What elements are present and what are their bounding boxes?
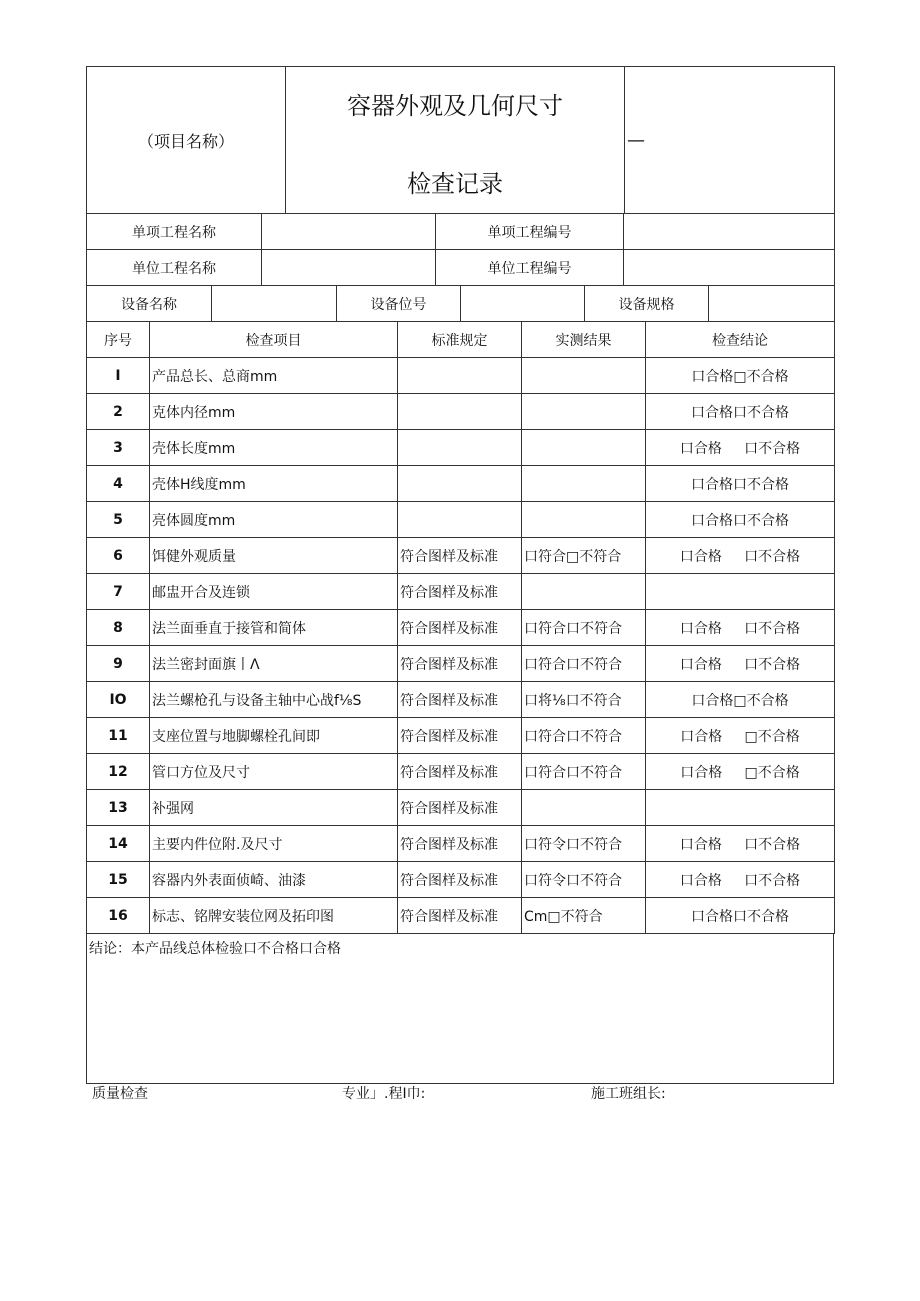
table-row [87,790,835,826]
row-seq: 3 [87,430,150,466]
table-row [87,466,835,502]
row-seq: 9 [87,646,150,682]
row-conclusion[interactable]: 口合格口不合格 [646,502,835,538]
row-conclusion[interactable]: 口合格 口不合格 [646,538,835,574]
table-row [87,862,835,898]
row-item: 容器内外表面侦崎、油漆 [150,862,398,898]
header-right-mark: — [625,67,835,214]
table-row [87,538,835,574]
col-item: 检查项目 [150,322,398,358]
row-conclusion[interactable]: 口合格 口不合格 [646,826,835,862]
table-row [87,898,835,934]
row-conclusion[interactable] [646,790,835,826]
row-seq: 4 [87,466,150,502]
row-standard: 符合图样及标准 [398,862,522,898]
row-item: 饵健外观质量 [150,538,398,574]
row-item: 法兰密封面旗丨Λ [150,646,398,682]
row-seq: 16 [87,898,150,934]
row-result[interactable]: 口符合□不符合 [522,538,646,574]
equipment-position-value[interactable] [461,286,585,322]
row-seq: 15 [87,862,150,898]
project-name: （项目名称） [87,67,286,214]
row-conclusion[interactable]: 口合格 口不合格 [646,610,835,646]
equipment-table [86,285,835,322]
project-info-table [86,213,835,286]
row-standard [398,502,522,538]
row-result[interactable]: 口符合口不符合 [522,610,646,646]
row-item: 邮盅开合及连锁 [150,574,398,610]
row-standard: 符合图样及标准 [398,790,522,826]
row-result[interactable]: 口符合口不符合 [522,754,646,790]
row-item: 管口方位及尺寸 [150,754,398,790]
row-standard [398,466,522,502]
row-standard [398,358,522,394]
equipment-name-label: 设备名称 [87,286,212,322]
row-result[interactable] [522,574,646,610]
row-item: 补强网 [150,790,398,826]
row-item: 法兰螺枪孔与设备主轴中心战f⅛S [150,682,398,718]
row-seq: IO [87,682,150,718]
table-header-row [87,322,835,358]
row-item: 亮体圆度mm [150,502,398,538]
table-row [87,718,835,754]
table-row [87,610,835,646]
equipment-name-value[interactable] [212,286,337,322]
row-item: 标志、铭牌安装位网及拓印图 [150,898,398,934]
col-conclusion: 检查结论 [646,322,835,358]
sub-project-no-value[interactable] [624,250,835,286]
row-conclusion[interactable]: 口合格 口不合格 [646,430,835,466]
row-standard: 符合图样及标准 [398,754,522,790]
table-row [87,430,835,466]
inspection-rows [87,358,835,934]
col-standard: 标准规定 [398,322,522,358]
row-standard [398,430,522,466]
engineer-label: 专业」.程I巾: [342,1086,426,1102]
sub-project-name-label: 单位工程名称 [87,250,262,286]
unit-project-name-value[interactable] [262,214,436,250]
row-seq: 5 [87,502,150,538]
row-seq: 6 [87,538,150,574]
unit-project-name-label: 单项工程名称 [87,214,262,250]
row-standard [398,394,522,430]
row-conclusion[interactable]: 口合格□不合格 [646,682,835,718]
row-item: 壳体长度mm [150,430,398,466]
team-leader-label: 施工班组长: [591,1086,666,1102]
table-row [87,358,835,394]
row-item: 壳体H线度mm [150,466,398,502]
title-line-2: 检查记录 [407,170,503,198]
header-table [86,66,835,214]
row-standard: 符合图样及标准 [398,682,522,718]
row-result[interactable] [522,502,646,538]
table-row [87,826,835,862]
row-seq: 13 [87,790,150,826]
row-result[interactable]: 口将⅛口不符合 [522,682,646,718]
col-result: 实测结果 [522,322,646,358]
row-seq: I [87,358,150,394]
sub-project-name-value[interactable] [262,250,436,286]
row-result[interactable] [522,394,646,430]
row-conclusion[interactable]: 口合格 □不合格 [646,718,835,754]
row-result[interactable] [522,358,646,394]
row-standard: 符合图样及标准 [398,826,522,862]
unit-project-no-label: 单项工程编号 [436,214,624,250]
table-row [87,502,835,538]
equipment-spec-label: 设备规格 [585,286,709,322]
table-row [87,394,835,430]
row-seq: 11 [87,718,150,754]
table-row [87,646,835,682]
equipment-position-label: 设备位号 [337,286,461,322]
row-result[interactable] [522,466,646,502]
row-item: 产品总长、总商mm [150,358,398,394]
row-result[interactable] [522,790,646,826]
conclusion-table [86,933,834,1084]
row-result[interactable]: 口符合口不符合 [522,718,646,754]
row-standard: 符合图样及标准 [398,646,522,682]
row-result[interactable] [522,430,646,466]
row-conclusion[interactable]: 口合格□不合格 [646,358,835,394]
conclusion-text[interactable]: 结论：本产品线总体检验口不合格口合格 [87,934,834,1084]
row-item: 支座位置与地脚螺栓孔间即 [150,718,398,754]
table-row [87,754,835,790]
row-standard: 符合图样及标准 [398,610,522,646]
row-seq: 14 [87,826,150,862]
row-standard: 符合图样及标准 [398,574,522,610]
row-conclusion[interactable]: 口合格 □不合格 [646,754,835,790]
quality-inspector-label: 质量检查 [92,1086,148,1102]
equipment-spec-value[interactable] [709,286,835,322]
row-seq: 8 [87,610,150,646]
row-item: 主要内件位附.及尺寸 [150,826,398,862]
inspection-form [86,66,834,1084]
row-standard: 符合图样及标准 [398,898,522,934]
row-conclusion[interactable]: 口合格口不合格 [646,898,835,934]
row-result[interactable]: 口符合口不符合 [522,646,646,682]
row-result[interactable]: 口符令口不符合 [522,826,646,862]
row-result[interactable]: 口符令口不符合 [522,862,646,898]
inspection-table [86,321,835,934]
row-conclusion[interactable]: 口合格口不合格 [646,466,835,502]
row-conclusion[interactable]: 口合格 口不合格 [646,646,835,682]
unit-project-no-value[interactable] [624,214,835,250]
table-row [87,574,835,610]
row-conclusion[interactable]: 口合格口不合格 [646,394,835,430]
row-standard: 符合图样及标准 [398,718,522,754]
row-item: 克体内径mm [150,394,398,430]
row-conclusion[interactable]: 口合格 口不合格 [646,862,835,898]
form-title [286,67,625,214]
row-conclusion[interactable] [646,574,835,610]
row-seq: 2 [87,394,150,430]
sub-project-no-label: 单位工程编号 [436,250,624,286]
row-result[interactable]: Cm□不符合 [522,898,646,934]
row-standard: 符合图样及标准 [398,538,522,574]
title-line-1: 容器外观及几何尺寸 [347,92,563,120]
table-row [87,682,835,718]
col-seq: 序号 [87,322,150,358]
row-seq: 7 [87,574,150,610]
row-seq: 12 [87,754,150,790]
row-item: 法兰面垂直于接管和简体 [150,610,398,646]
